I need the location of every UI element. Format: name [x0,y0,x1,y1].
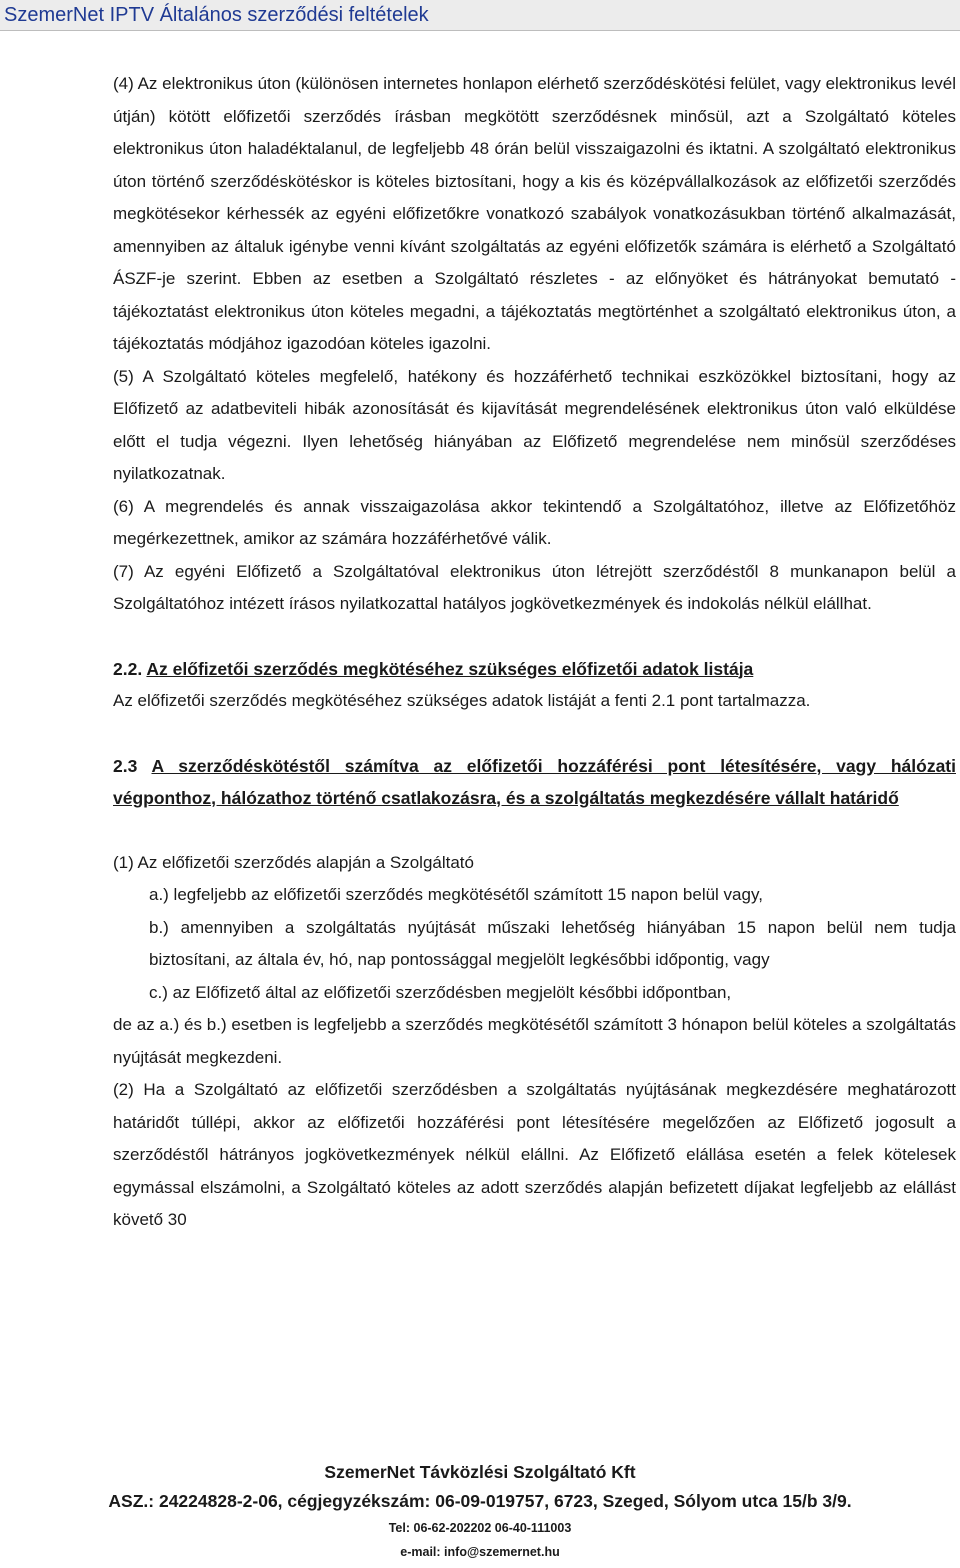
spacer [113,718,956,750]
spacer [113,621,956,653]
list-item-c: c.) az Előfizető által az előfizetői szerződésben megjelölt későbbi időpontban, [149,982,732,1002]
page-header [0,0,960,31]
paragraph-6: (6) A megrendelés és annak visszaigazolása akkor tekintendő a Szolgáltatóhoz, illetve az Előfizetőhöz megérkezettnek, amikor az számára hozzáférhetővé válik. [113,496,956,548]
footer-company: SzemerNet Távközlési Szolgáltató Kft [324,1462,636,1482]
section-2-3-title: A szerződéskötéstől számítva az előfizetői hozzáférési pont létesítésére, vagy hálózati végponthoz, hálózathoz történő csatlakozásra, és a szolgáltatás megkezdésére vállalt határidő [113,755,956,808]
section-2-3-number: 2.3 [113,755,138,776]
section-2-3-paragraph-1: (1) Az előfizetői szerződés alapján a Szolgáltató [113,852,474,872]
footer-phone: Tel: 06-62-202202 06-40-111003 [388,1521,572,1535]
list-item-b: b.) amennyiben a szolgáltatás nyújtását műszaki lehetőség hiányában 15 napon belül nem tudja biztosítani, az általa év, hó, nap pontossággal megjelölt legkésőbbi időpontig, vagy [149,917,956,969]
section-2-3-heading [113,750,956,815]
section-2-2-text: Az előfizetői szerződés megkötéséhez szükséges adatok listáját a fenti 2.1 pont tartalmazza. [113,691,811,710]
section-2-2-number: 2.2. [113,658,143,679]
page-footer [0,1458,960,1564]
footer-email: e-mail: info@szemernet.hu [400,1545,560,1559]
section-2-2-heading [113,653,956,686]
section-2-3-paragraph-2: (2) Ha a Szolgáltató az előfizetői szerződésben a szolgáltatás nyújtásának megkezdésére meghatározott határidőt túllépi, akkor az előfizetői hozzáférési pont létesítésére megelőzően az Előfizető jogosult a szerződéstől hátrányos jogkövetkezmények nélkül elállni. Az Előfizető elállása esetén a felek kötelesek egymással elszámolni, a Szolgáltató köteles az adott szerződés alapján befizetett díjakat legfeljebb az elállást követő 30 [113,1080,956,1229]
paragraph-7: (7) Az egyéni Előfizető a Szolgáltatóval elektronikus úton létrejött szerződéstől 8 munkanapon belül a Szolgáltatóhoz intézett írásos nyilatkozattal hatályos jogkövetkezmények és indokolás nélkül elállhat. [113,561,956,613]
document-body [113,68,956,1237]
paragraph-4: (4) Az elektronikus úton (különösen internetes honlapon elérhető szerződéskötési felület, vagy elektronikus levél útján) kötött előfizetői szerződés írásban megkötött szerződésnek minősül, azt a Szolgáltató köteles elektronikus úton haladéktalanul, de legfeljebb 48 órán belül visszaigazolni és iktatni. A szolgáltató elektronikus úton történő szerződéskötéskor is köteles biztosítani, hogy a kis és középvállalkozások az előfizetői szerződés megkötésekor kérhessék az egyéni előfizetőkre vonatkozó szabályok vonatkozásukban történő alkalmazását, amennyiben az általuk igénybe venni kívánt szolgáltatás az egyéni előfizetők számára is elérhető a Szolgáltató ÁSZF-je szerint. Ebben az esetben a Szolgáltató részletes - az előnyöket és hátrányokat bemutató - tájékoztatást elektronikus úton köteles megadni, a tájékoztatás megtörténhet a szolgáltató elektronikus úton, a tájékoztatás módjához igazodóan köteles igazolni. [113,74,956,353]
paragraph-5: (5) A Szolgáltató köteles megfelelő, hatékony és hozzáférhető technikai eszközökkel biztosítani, hogy az Előfizető az adatbeviteli hibák azonosítását és kijavítását megrendelésének elektronikus úton való elküldése előtt el tudja végezni. Ilyen lehetőség hiányában az Előfizető megrendelése nem minősül szerződéses nyilatkozatnak. [113,366,956,483]
section-2-3-after-list: de az a.) és b.) esetben is legfeljebb a szerződés megkötésétől számított 3 hónapon belül köteles a szolgáltatás nyújtását megkezdeni. [113,1015,956,1067]
spacer [113,815,956,847]
section-2-2-title: Az előfizetői szerződés megkötéséhez szükséges előfizetői adatok listája [146,658,754,679]
footer-address: ASZ.: 24224828-2-06, cégjegyzékszám: 06-09-019757, 6723, Szeged, Sólyom utca 15/b 3/9. [108,1491,852,1511]
document-title: SzemerNet IPTV Általános szerződési feltételek [4,4,429,26]
list-item-a: a.) legfeljebb az előfizetői szerződés megkötésétől számított 15 napon belül vagy, [149,885,763,904]
